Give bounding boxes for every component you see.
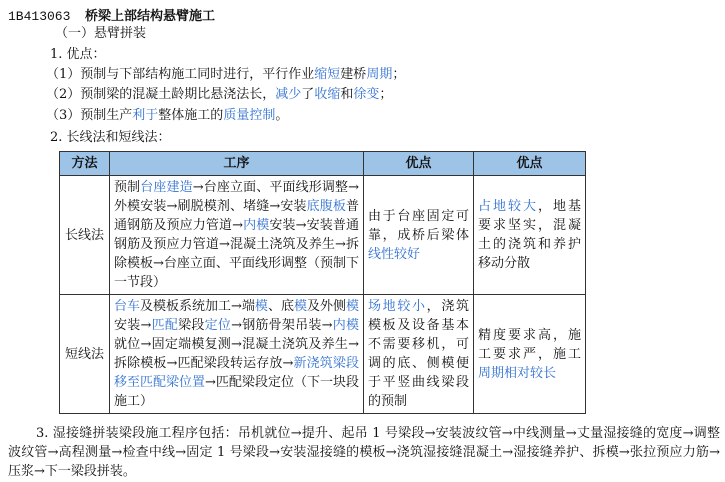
header-advantage: 优点 <box>364 152 474 176</box>
header-method: 方法 <box>60 152 110 176</box>
item-2-heading: 2. 长线法和短线法： <box>50 130 171 145</box>
subsection-heading: （一）悬臂拼装 <box>55 26 147 41</box>
advantage-2: （2）预制梁的混凝土龄期比悬浇法长，减少了收缩和徐变； <box>46 87 393 102</box>
advantage-cell: 场地较小，浇筑模板及设备基本不需要移机，可调的底、侧模便于平竖曲线梁段的预制 <box>364 295 474 414</box>
advantage-3: （3）预制生产利于整体施工的质量控制。 <box>46 108 289 123</box>
method-cell: 长线法 <box>60 176 110 295</box>
header-advantage: 优点 <box>474 152 586 176</box>
process-cell: 台车及模板系统加工→端模、底模及外侧模安装→匹配梁段定位→钢筋骨架吊装→内模就位→固定端模复测→混凝土浇筑及养生→拆除模板→匹配梁段转运存放→新浇筑梁段移至匹配梁位置→匹配梁段定位（下一块段施工） <box>110 295 364 414</box>
table-row <box>60 176 586 295</box>
process-cell: 预制台座建造→台座立面、平面线形调整→外模安装→刷脱模剂、堵缝→安装底腹板普通钢筋及预应力管道→内模安装→安装普通钢筋及预应力管道→混凝土浇筑及养生→拆除模板→台座立面、平面线形调整（预制下一节段） <box>110 176 364 295</box>
header-process: 工序 <box>110 152 364 176</box>
method-comparison-table <box>59 151 586 414</box>
advantage-1: （1）预制与下部结构施工同时进行，平行作业缩短建桥周期； <box>46 67 406 82</box>
advantage-cell: 精度要求高，施工要求严，施工周期相对较长 <box>474 295 586 414</box>
section-title <box>8 8 215 26</box>
section-title-text: 桥梁上部结构悬臂施工 <box>84 9 215 24</box>
item-3-paragraph: 3. 湿接缝拼装梁段施工程序包括：吊机就位→提升、起吊 1 号梁段→安装波纹管→中线测量→丈量湿接缝的宽度→调整波纹管→高程测量→检查中线→固定 1 号梁段→安装湿接缝的模板→浇筑湿接缝混凝土→湿接缝养护、拆模→张拉预应力筋→压浆→下一梁段拼装。 <box>8 426 720 479</box>
table-header-row <box>60 152 586 176</box>
item-1-heading: 1. 优点： <box>50 47 106 62</box>
advantage-cell: 占地较大，地基要求坚实，混凝土的浇筑和养护移动分散 <box>474 176 586 295</box>
advantage-cell: 由于台座固定可靠，成桥后梁体线性较好 <box>364 176 474 295</box>
table-row <box>60 295 586 414</box>
method-cell: 短线法 <box>60 295 110 414</box>
section-code: 1B413063 <box>8 9 71 24</box>
